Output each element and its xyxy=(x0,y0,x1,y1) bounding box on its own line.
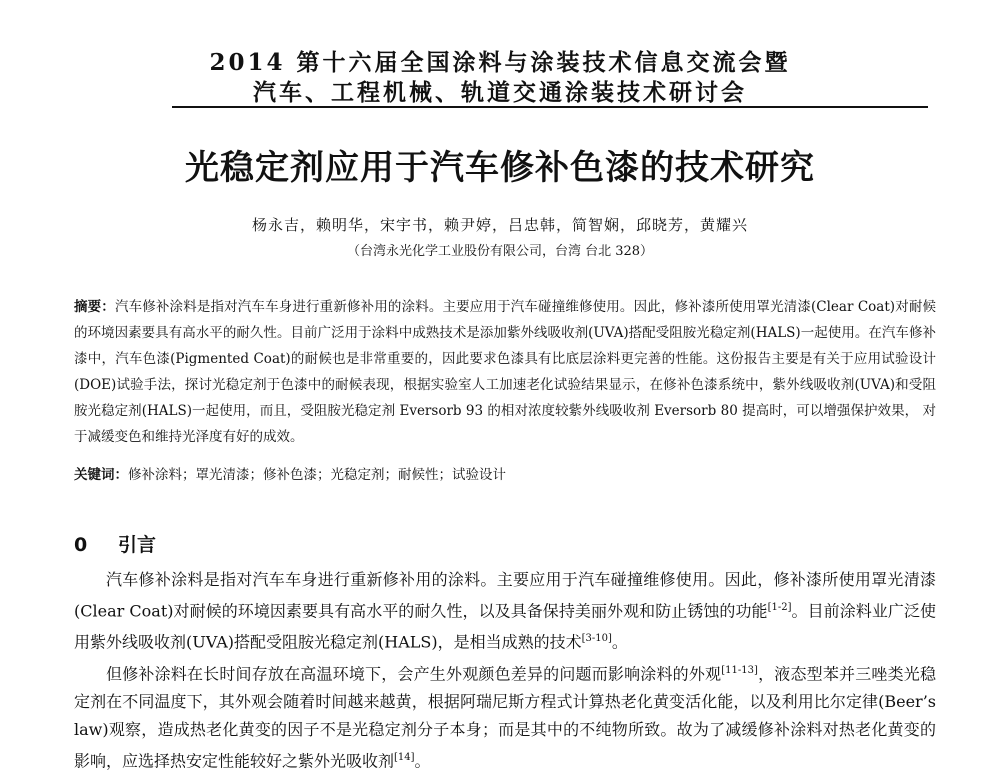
citation: [11-13] xyxy=(721,664,758,676)
paragraph-1-text-c: 。 xyxy=(611,632,628,652)
keywords-text: 修补涂料；罩光清漆；修补色漆；光稳定剂；耐候性；试验设计 xyxy=(128,467,506,483)
header-divider xyxy=(172,106,928,108)
paper-affiliation: （台湾永光化学工业股份有限公司，台湾 台北 328） xyxy=(346,244,654,259)
paper-authors: 杨永吉，赖明华，宋宇书，赖尹婷，吕忠韩，简智娴，邱晓芳，黄耀兴 xyxy=(251,216,748,234)
conference-title-line2: 汽车、工程机械、轨道交通涂装技术研讨会 xyxy=(253,79,747,106)
citation: [1-2] xyxy=(767,602,792,613)
paragraph-2 xyxy=(74,657,936,775)
abstract-label: 摘要： xyxy=(74,299,115,315)
paragraph-2-text-a: 但修补涂料在长时间存放在高温环境下，会产生外观颜色差异的问题而影响涂料的外观 xyxy=(106,663,722,683)
conference-title-line1: 2014 第十六届全国涂料与涂装技术信息交流会暨 xyxy=(209,49,791,76)
body-text xyxy=(74,566,936,775)
paper-title: 光稳定剂应用于汽车修补色漆的技术研究 xyxy=(185,148,815,188)
abstract xyxy=(74,294,936,450)
keywords xyxy=(74,464,936,486)
keywords-label: 关键词： xyxy=(74,467,128,483)
paragraph-1-text-a: 汽车修补涂料是指对汽车车身进行重新修补用的涂料。主要应用于汽车碰撞维修使用。因此，修补漆所使用罩光清漆(Clear Coat)对耐候的环境因素要具有高水平的耐久性，以及具备保持美丽外观和防止锈蚀的功能 xyxy=(74,570,936,621)
section-number: 0 xyxy=(74,534,88,556)
section-title: 引言 xyxy=(118,534,157,556)
conference-header xyxy=(0,48,1000,108)
citation: [14] xyxy=(394,751,415,763)
paragraph-2-text-c: 。 xyxy=(414,751,431,771)
paragraph-2-text-b: ，液态型苯并三唑类光稳定剂在不同温度下，其外观会随着时间越来越黄，根据阿瑞尼斯方程式计算热老化黄变活化能，以及利用比尔定律(Beer’s law)观察，造成热老化黄变的因子不是光稳定剂分子本身；而是其中的不纯物所致。故为了减缓修补涂料对热老化黄变的影响，应选择热安定性能较好之紫外光吸收剂 xyxy=(74,663,936,771)
paragraph-1 xyxy=(74,566,936,657)
section-heading xyxy=(74,530,156,557)
abstract-text: 汽车修补涂料是指对汽车车身进行重新修补用的涂料。主要应用于汽车碰撞维修使用。因此，修补漆所使用罩光清漆(Clear Coat)对耐候的环境因素要具有高水平的耐久性。目前广泛用于涂料中成熟技术是添加紫外线吸收剂(UVA)搭配受阻胺光稳定剂(HALS)一起使用。在汽车修补漆中，汽车色漆(Pigmented Coat)的耐候也是非常重要的，因此要求色漆具有比底层涂料更完善的性能。这份报告主要是有关于应用试验设计(DOE)试验手法，探讨光稳定剂于色漆中的耐候表现，根据实验室人工加速老化试验结果显示，在修补色漆系统中，紫外线吸收剂(UVA)和受阻胺光稳定剂(HALS)一起使用，而且，受阻胺光稳定剂 Eversorb 93 的相对浓度较紫外线吸收剂 Eversorb 80 提高时，可以增强保护效果， 对于减缓变色和维持光泽度有好的成效。 xyxy=(74,299,936,445)
paragraph-1-text-b: 。目前涂料业广泛使用紫外线吸收剂(UVA)搭配受阻胺光稳定剂(HALS)，是相当成熟的技术 xyxy=(74,601,936,652)
citation: [3-10] xyxy=(581,633,612,645)
